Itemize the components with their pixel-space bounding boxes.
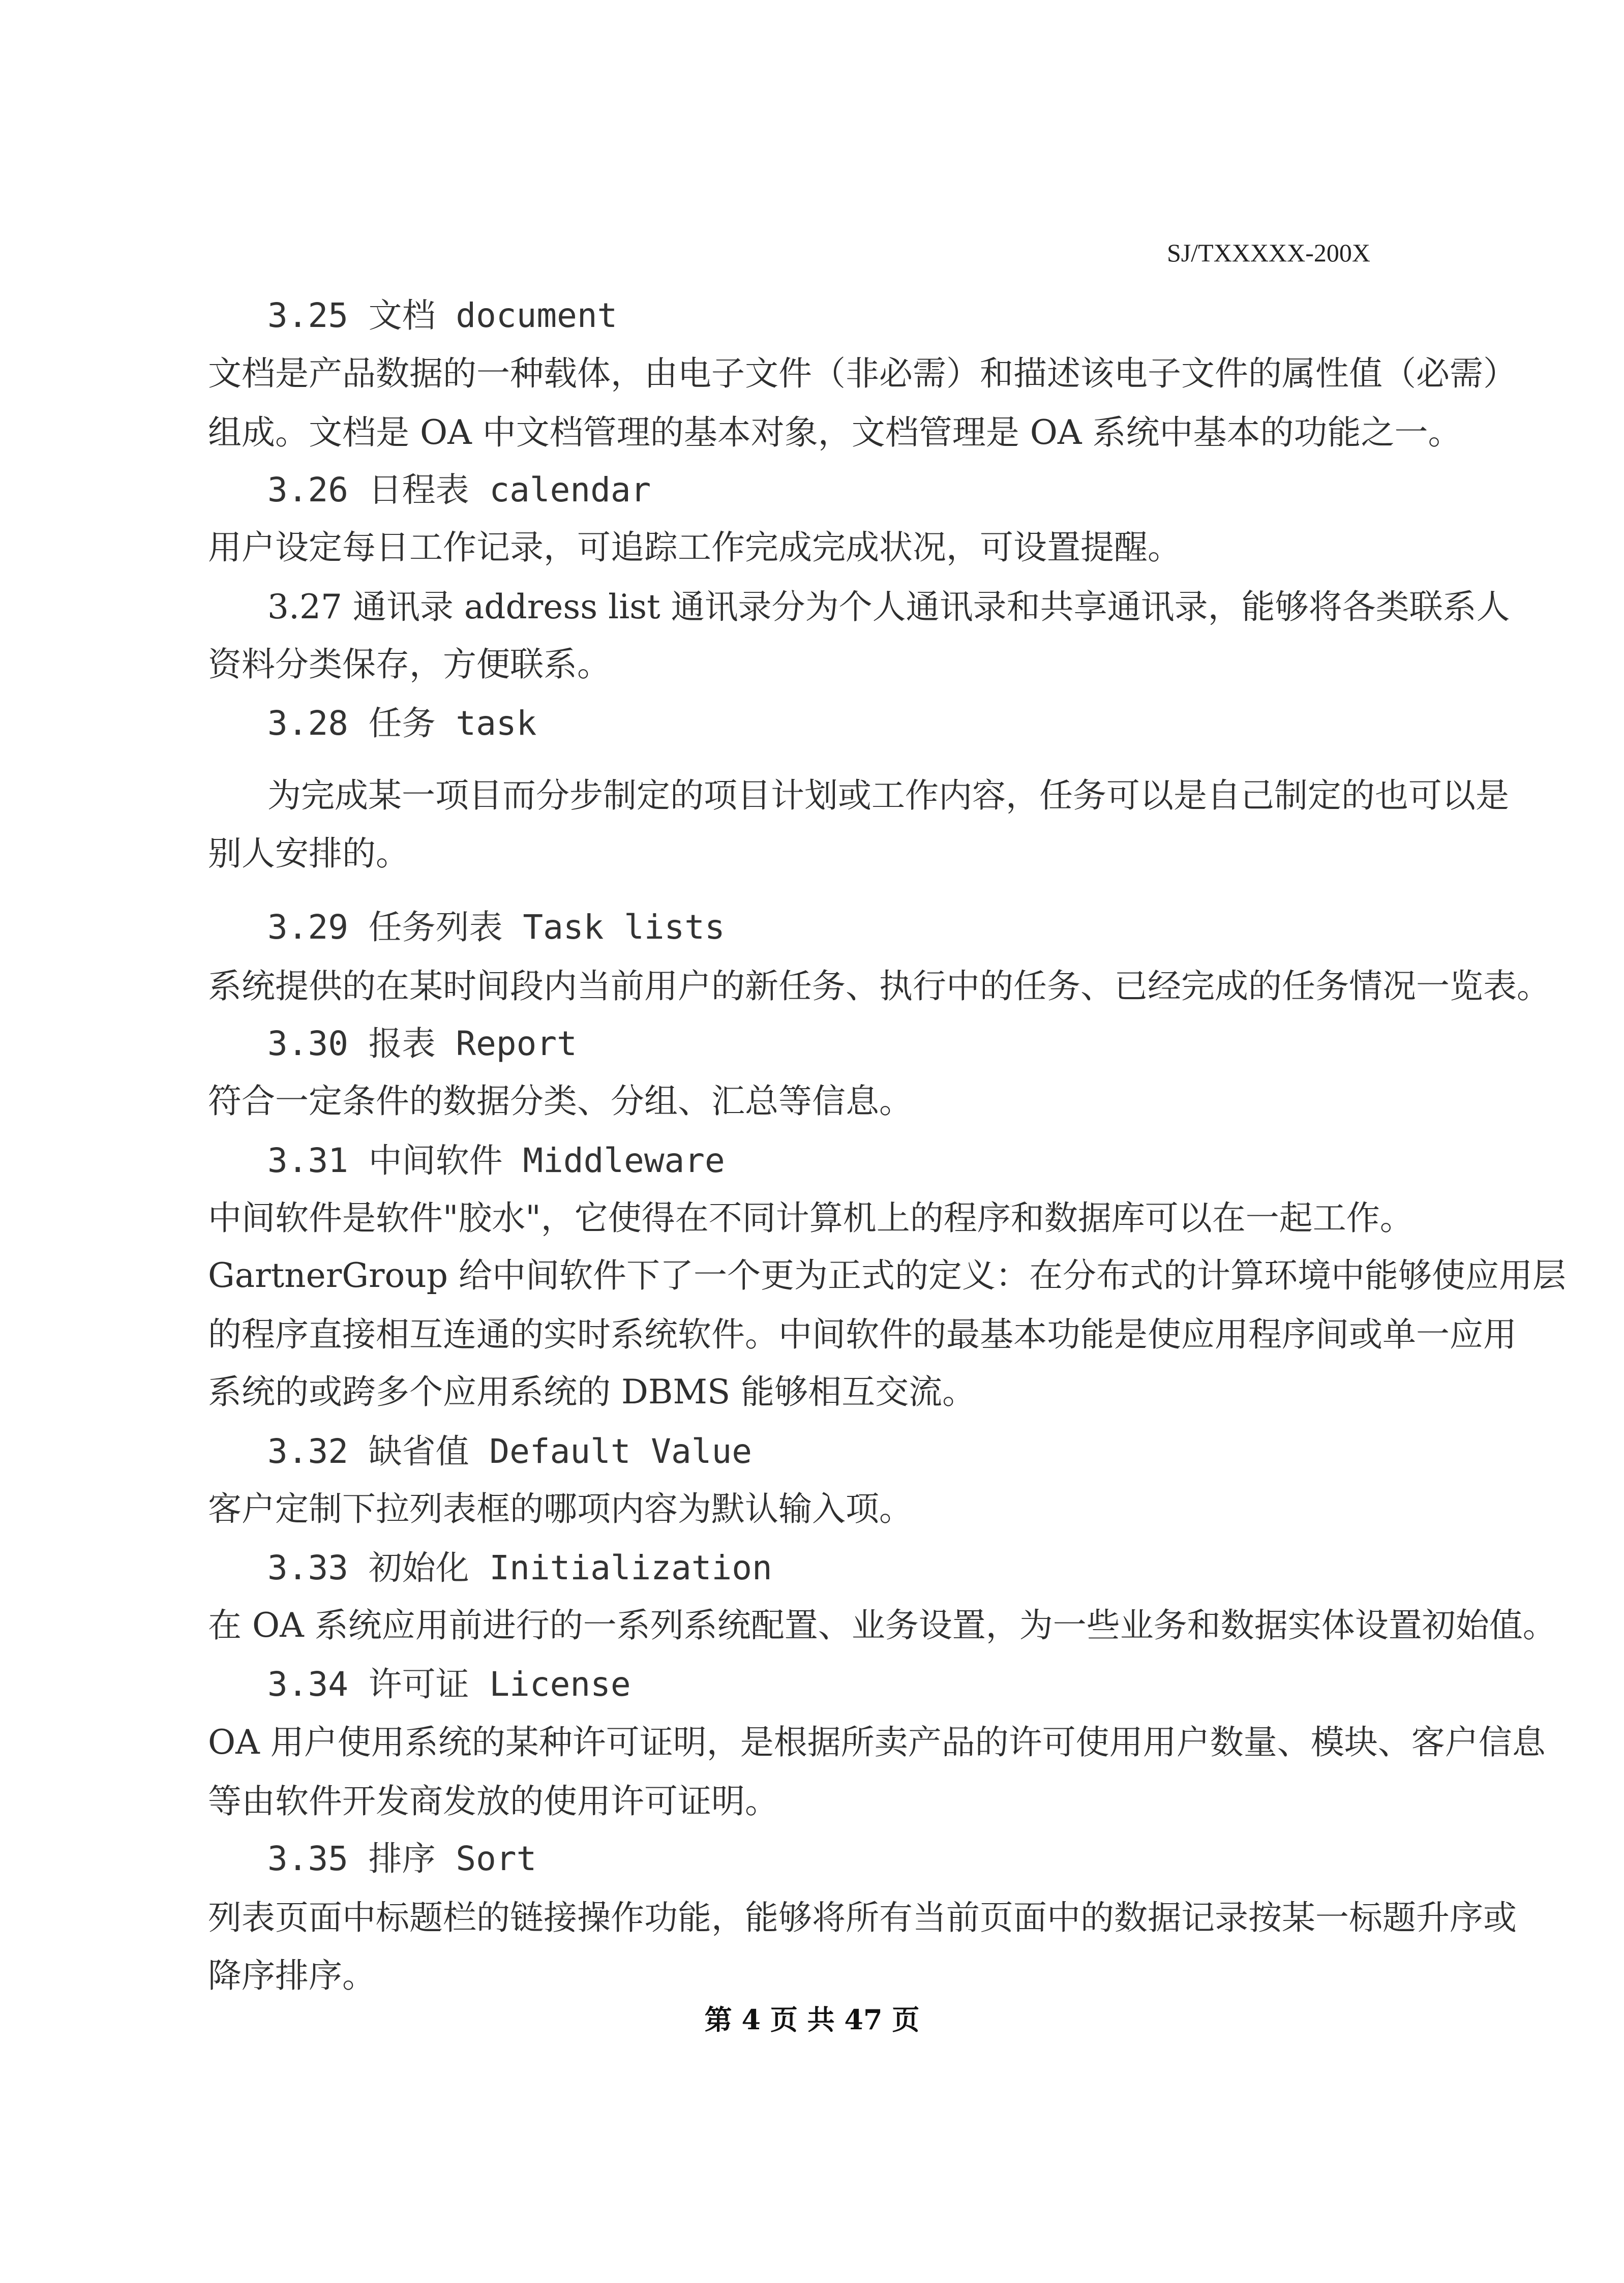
paragraph-line: 用户设定每日工作记录，可追踪工作完成完成状况，可设置提醒。 (208, 528, 1181, 567)
paragraph-line: 客户定制下拉列表框的哪项内容为默认输入项。 (208, 1489, 913, 1528)
paragraph-line: 系统的或跨多个应用系统的 DBMS 能够相互交流。 (208, 1372, 976, 1411)
paragraph-line: 文档是产品数据的一种载体，由电子文件（非必需）和描述该电子文件的属性值（必需） (208, 354, 1517, 393)
section-heading: 3.34 许可证 License (267, 1665, 631, 1704)
paragraph-line: GartnerGroup 给中间软件下了一个更为正式的定义：在分布式的计算环境中能够使应用层 (208, 1256, 1567, 1295)
paragraph-line: 列表页面中标题栏的链接操作功能，能够将所有当前页面中的数据记录按某一标题升序或 (208, 1898, 1517, 1937)
paragraph-line: 在 OA 系统应用前进行的一系列系统配置、业务设置，为一些业务和数据实体设置初始值。 (208, 1606, 1556, 1645)
section-heading: 3.28 任务 task (267, 704, 537, 743)
paragraph-line: 等由软件开发商发放的使用许可证明。 (208, 1782, 778, 1821)
paragraph-line: 符合一定条件的数据分类、分组、汇总等信息。 (208, 1082, 913, 1121)
section-heading: 3.30 报表 Report (267, 1024, 577, 1063)
section-heading: 3.32 缺省值 Default Value (267, 1432, 752, 1471)
document-code-header: SJ/TXXXXX-200X (1167, 238, 1370, 267)
paragraph-line: 降序排序。 (208, 1956, 376, 1995)
paragraph-line: 系统提供的在某时间段内当前用户的新任务、执行中的任务、已经完成的任务情况一览表。 (208, 967, 1550, 1006)
section-heading: 3.26 日程表 calendar (267, 470, 651, 509)
paragraph-line: 别人安排的。 (208, 834, 409, 873)
page-number-footer: 第 4 页 共 47 页 (704, 2003, 920, 2036)
section-heading: 3.25 文档 document (267, 296, 618, 335)
paragraph-line: OA 用户使用系统的某种许可证明，是根据所卖产品的许可使用用户数量、模块、客户信息 (208, 1723, 1546, 1762)
paragraph-line: 资料分类保存，方便联系。 (208, 645, 611, 684)
paragraph-line: 为完成某一项目而分步制定的项目计划或工作内容，任务可以是自己制定的也可以是 (267, 776, 1509, 815)
section-heading: 3.29 任务列表 Task lists (267, 908, 725, 947)
section-heading: 3.27 通讯录 address list 通讯录分为个人通讯录和共享通讯录，能够将各类联系人 (267, 587, 1510, 626)
section-heading: 3.35 排序 Sort (267, 1839, 537, 1878)
section-heading: 3.31 中间软件 Middleware (267, 1141, 725, 1180)
paragraph-line: 的程序直接相互连通的实时系统软件。中间软件的最基本功能是使应用程序间或单一应用 (208, 1315, 1517, 1354)
section-heading: 3.33 初始化 Initialization (267, 1548, 772, 1587)
paragraph-line: 组成。文档是 OA 中文档管理的基本对象，文档管理是 OA 系统中基本的功能之一。 (208, 413, 1462, 452)
paragraph-line: 中间软件是软件"胶水"，它使得在不同计算机上的程序和数据库可以在一起工作。 (208, 1198, 1414, 1238)
